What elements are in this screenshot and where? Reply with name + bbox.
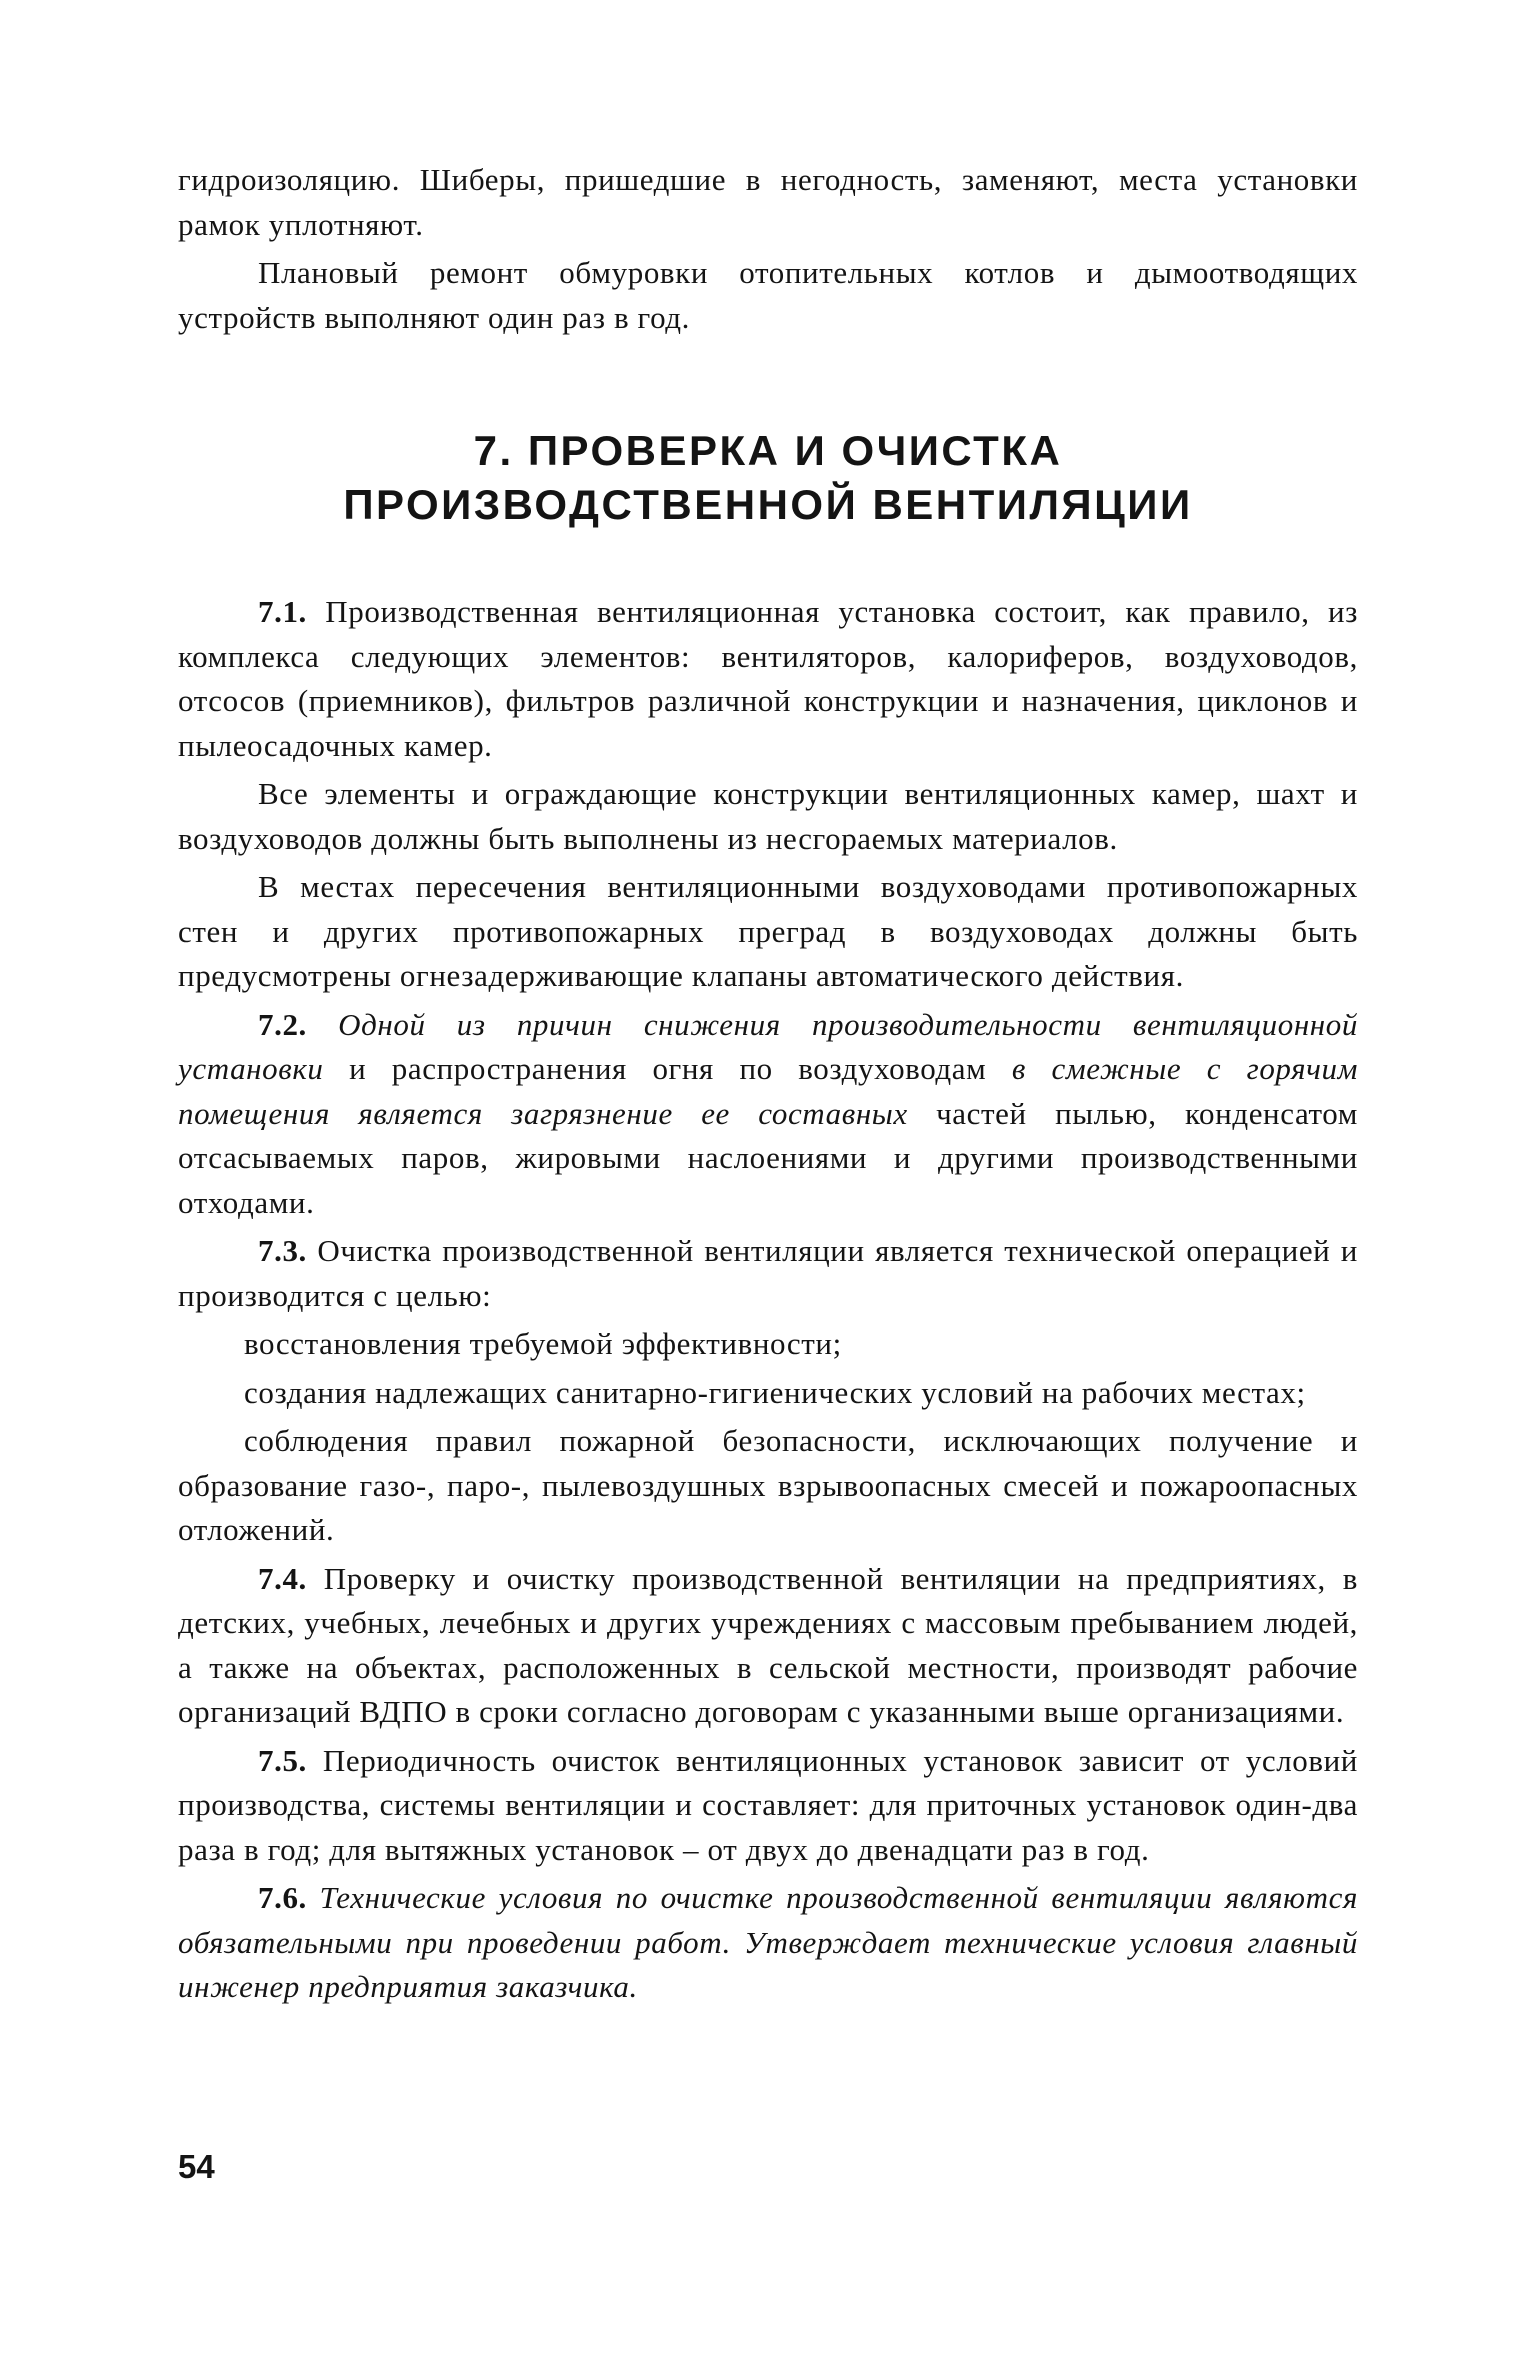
clause-text-italic-1: Одной из причин снижения производительности вентиляционной установки bbox=[178, 1006, 1358, 1086]
clause-text: Проверку и очистку производственной вентиляции на предприятиях, в детских, учебных, лечебных и других учреждениях с массовым пребыванием людей, а также на объектах, расположенных в сельской местности, производят рабочие организаций ВДПО в сроки согласно договорам с указанными выше организациями. bbox=[178, 1560, 1358, 1729]
clause-text-regular-2: частей пылью, конденсатом отсасываемых паров, жировыми наслоениями и другими производственными отходами. bbox=[178, 1095, 1359, 1220]
list-item: восстановления требуемой эффективности; bbox=[244, 1326, 842, 1361]
section-title-line-2: ПРОИЗВОДСТВЕННОЙ ВЕНТИЛЯЦИИ bbox=[343, 481, 1193, 528]
clause-7-2 bbox=[178, 1003, 1358, 1226]
clause-text: Производственная вентиляционная установка состоит, как правило, из комплекса следующих элементов: вентиляторов, калориферов, воздуховодов, отсосов (приемников), фильтров различной конструкции и назначения, циклонов и пылеосадочных камер. bbox=[178, 594, 1358, 763]
clause-text-regular-1: и распространения огня по воздуховодам bbox=[323, 1051, 987, 1086]
clause-number: 7.2. bbox=[258, 1006, 307, 1042]
clause-text: Технические условия по очистке производственной вентиляции являются обязательными при проведении работ. Утверждает технические условия главный инженер предприятия заказчика. bbox=[178, 1880, 1358, 2004]
clause-7-6 bbox=[178, 1876, 1358, 2010]
intro-paragraph-1: гидроизоляцию. Шиберы, пришедшие в негодность, заменяют, места установки рамок уплотняют. bbox=[178, 162, 1358, 242]
clause-number: 7.3. bbox=[258, 1233, 307, 1268]
page-number: 54 bbox=[178, 2148, 215, 2185]
clause-7-3 bbox=[178, 1229, 1358, 1318]
page-body bbox=[178, 158, 1358, 2014]
clause-text: Периодичность очисток вентиляционных установок зависит от условий производства, системы вентиляции и составляет: для приточных установок один-два раза в год; для вытяжных установок – от двух до двенадцати раз в год. bbox=[178, 1742, 1358, 1867]
clause-7-4 bbox=[178, 1557, 1358, 1735]
clause-number: 7.5. bbox=[258, 1742, 307, 1778]
clause-number: 7.4. bbox=[258, 1560, 307, 1596]
section-heading bbox=[178, 424, 1358, 532]
clause-number: 7.6. bbox=[258, 1880, 307, 1915]
section-title-line-1: 7. ПРОВЕРКА И ОЧИСТКА bbox=[473, 427, 1063, 474]
clause-7-1 bbox=[178, 590, 1358, 768]
clause-text: Очистка производственной вентиляции является технической операцией и производится с целью: bbox=[178, 1233, 1358, 1313]
clause-text-italic-2: в смежные с горячим помещения является загрязнение ее составных bbox=[178, 1051, 1358, 1131]
intro-paragraph-2: Плановый ремонт обмуровки отопительных котлов и дымоотводящих устройств выполняют один раз в год. bbox=[178, 255, 1358, 335]
clause-number: 7.1. bbox=[258, 594, 307, 629]
clause-7-5 bbox=[178, 1739, 1358, 1873]
list-item: соблюдения правил пожарной безопасности, исключающих получение и образование газо-, паро-, пылевоздушных взрывоопасных смесей и пожароопасных отложений. bbox=[178, 1423, 1358, 1547]
clause-7-1-paragraph-2: Все элементы и ограждающие конструкции вентиляционных камер, шахт и воздуховодов должны быть выполнены из несгораемых материалов. bbox=[178, 776, 1358, 856]
clause-7-1-paragraph-3: В местах пересечения вентиляционными воздуховодами противопожарных стен и других противопожарных преград в воздуховодах должны быть предусмотрены огнезадерживающие клапаны автоматического действия. bbox=[178, 869, 1358, 993]
list-item: создания надлежащих санитарно-гигиенических условий на рабочих местах; bbox=[244, 1374, 1306, 1410]
